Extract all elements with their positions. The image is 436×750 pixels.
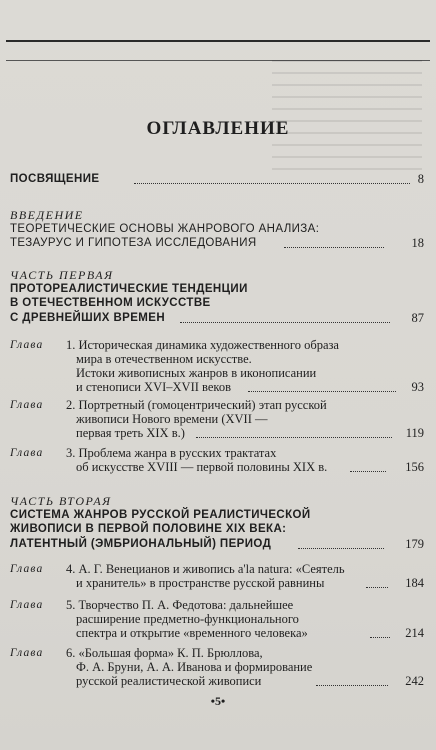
chapter-2-line-2: живописи Нового времени (XVII —	[76, 412, 268, 426]
intro-line-2: ТЕЗАУРУС И ГИПОТЕЗА ИССЛЕДОВАНИЯ	[10, 237, 257, 249]
chapter-label: Глава	[10, 599, 44, 611]
dedication-page: 8	[417, 172, 424, 186]
leader-dots	[366, 586, 388, 588]
part2-page: 179	[405, 537, 424, 551]
leader-dots	[370, 636, 390, 638]
chapter-6-line-1: 6. «Большая форма» К. П. Брюллова,	[66, 646, 263, 660]
top-rule	[6, 40, 430, 61]
part2-line-2: ЖИВОПИСИ В ПЕРВОЙ ПОЛОВИНЕ XIX ВЕКА:	[10, 523, 287, 535]
part1-line-2: В ОТЕЧЕСТВЕННОМ ИСКУССТВЕ	[10, 297, 211, 309]
part1-heading: ЧАСТЬ ПЕРВАЯ	[10, 268, 114, 282]
part2-line-3: ЛАТЕНТНЫЙ (ЭМБРИОНАЛЬНЫЙ) ПЕРИОД	[10, 538, 272, 550]
intro-line-1: ТЕОРЕТИЧЕСКИЕ ОСНОВЫ ЖАНРОВОГО АНАЛИЗА:	[10, 223, 320, 235]
intro-page: 18	[411, 236, 424, 250]
page-number: •5•	[210, 694, 226, 708]
leader-dots	[248, 390, 396, 392]
leader-dots	[134, 182, 410, 184]
chapter-5-line-1: 5. Творчество П. А. Федотова: дальнейшее	[66, 598, 294, 612]
leader-dots	[298, 547, 384, 549]
chapter-5-page: 214	[405, 626, 424, 640]
chapter-5-line-2: расширение предметно-функционального	[76, 612, 299, 626]
chapter-label: Глава	[10, 563, 44, 575]
chapter-label: Глава	[10, 447, 44, 459]
chapter-1-line-2: мира в отечественном искусстве.	[76, 352, 252, 366]
leader-dots	[284, 246, 384, 248]
chapter-2-line-1: 2. Портретный (гомоцентрический) этап русской	[66, 398, 327, 412]
chapter-3-page: 156	[405, 460, 424, 474]
chapter-6-page: 242	[405, 674, 424, 688]
chapter-4-line-1: 4. А. Г. Венецианов и живопись а'la natura: «Сеятель	[66, 562, 345, 576]
part1-line-3: С ДРЕВНЕЙШИХ ВРЕМЕН	[10, 312, 166, 324]
leader-dots	[350, 470, 386, 472]
leader-dots	[196, 436, 392, 438]
chapter-1-line-3: Истоки живописных жанров в иконописании	[76, 366, 317, 380]
chapter-4-line-2: и хранитель» в пространстве русской равнины	[76, 576, 325, 590]
chapter-label: Глава	[10, 339, 44, 351]
part1-page: 87	[411, 311, 424, 325]
chapter-6-line-2: Ф. А. Бруни, А. А. Иванова и формирование	[76, 660, 313, 674]
toc-title: ОГЛАВЛЕНИЕ	[146, 118, 290, 139]
chapter-1-line-1: 1. Историческая динамика художественного образа	[66, 338, 339, 352]
intro-heading: ВВЕДЕНИЕ	[10, 208, 84, 222]
chapter-label: Глава	[10, 399, 44, 411]
part2-heading: ЧАСТЬ ВТОРАЯ	[10, 494, 112, 508]
part2-line-1: СИСТЕМА ЖАНРОВ РУССКОЙ РЕАЛИСТИЧЕСКОЙ	[10, 509, 311, 521]
chapter-3-line-1: 3. Проблема жанра в русских трактатах	[66, 446, 277, 460]
chapter-2-line-3: первая треть XIX в.)	[76, 426, 185, 440]
chapter-label: Глава	[10, 647, 44, 659]
dedication-label: ПОСВЯЩЕНИЕ	[10, 173, 100, 185]
leader-dots	[316, 684, 388, 686]
part1-line-1: ПРОТОРЕАЛИСТИЧЕСКИЕ ТЕНДЕНЦИИ	[10, 283, 248, 295]
chapter-2-page: 119	[405, 426, 424, 440]
chapter-1-page: 93	[411, 380, 424, 394]
chapter-6-line-3: русской реалистической живописи	[76, 674, 262, 688]
leader-dots	[180, 321, 390, 323]
chapter-4-page: 184	[405, 576, 424, 590]
chapter-1-line-4: и стенописи XVI–XVII веков	[76, 380, 231, 394]
chapter-5-line-3: спектра и открытие «временного человека»	[76, 626, 308, 640]
chapter-3-line-2: об искусстве XVIII — первой половины XIX в.	[76, 460, 328, 474]
